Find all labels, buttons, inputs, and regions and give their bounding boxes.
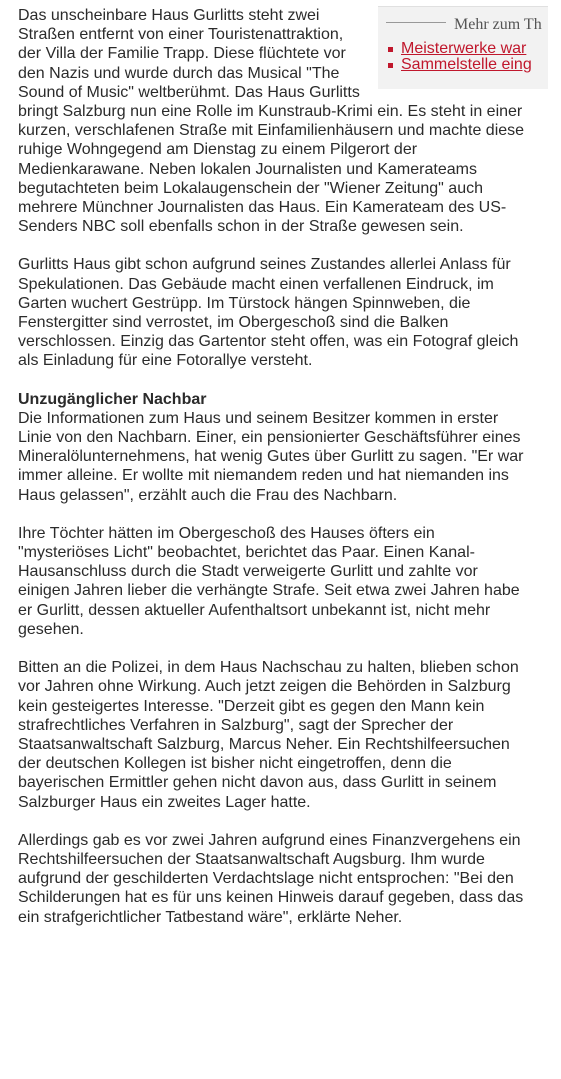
related-link[interactable] (388, 57, 561, 73)
related-articles-box (378, 6, 548, 89)
related-articles-header (386, 15, 561, 34)
header-divider (386, 22, 446, 23)
article-paragraph: Ihre Töchter hätten im Obergeschoß des Hauses öfters ein "mysteriöses Licht" beobachtet, berichtet das Paar. Einen Kanal-Hausanschluss durch die Stadt verweigerte Gurlitt und zahlte vor einigen Jahren lieber die verhängte Strafe. Seit etwa zwei Jahren habe er Gurlitt, dessen aktueller Aufenthaltsort unbekannt ist, nicht mehr gesehen. (18, 524, 520, 638)
article-paragraph: Gurlitts Haus gibt schon aufgrund seines Zustandes allerlei Anlass für Spekulationen. Das Gebäude macht einen verfallenen Eindruck, im Garten wuchert Gestrüpp. Im Türstock hängen Spinnweben, die Fenstergitter sind verrostet, im Obergeschoß sind die Balken verschlossen. Einzig das Gartentor steht offen, was ein Fotograf gleich als Einladung für eine Fotorallye versteht. (18, 256, 519, 370)
bullet-icon (388, 63, 393, 68)
article-paragraph: Allerdings gab es vor zwei Jahren aufgrund eines Finanzvergehens ein Rechtshilfeersuchen der Staatsanwaltschaft Augsburg. Ihm wurde aufgrund der geschilderten Verdachtslage nicht entsprochen: "Bei den Schilderungen hat es für uns keinen Hinweis darauf gegeben, dass das ein strafgerichtlicher Tatbestand wäre", erklärte Neher. (18, 831, 524, 926)
section-subheading: Unzugänglicher Nachbar (18, 390, 207, 408)
article-paragraph: Das unscheinbare Haus Gurlitts steht zwei Straßen entfernt von einer Touristenattraktion, der Villa der Familie Trapp. Diese flüchtete vor den Nazis und wurde durch das Musical "The Sound of Music" weltberühmt. Das Haus Gurlitts bringt Salzburg nun eine Rolle im Kunstraub-Krimi ein. Es steht in einer kurzen, verschlafenen Straße mit Einfamilienhäusern und machte diese ruhige Wohngegend am Dienstag zu einem Pilgerort der Medienkarawane. Neben lokalen Journalisten und Kamerateams begutachteten beim Lokalaugenschein der "Wiener Zeitung" auch mehrere Münchner Journalisten das Haus. Ein Kamerateam des US-Senders NBC soll ebenfalls schon in der Straße gewesen sein. (18, 7, 525, 236)
related-link[interactable] (388, 41, 561, 57)
related-links-list (388, 41, 561, 73)
related-articles-title: Mehr zum Th (454, 16, 542, 33)
bullet-icon (388, 47, 393, 52)
article-paragraph: Bitten an die Polizei, in dem Haus Nachschau zu halten, blieben schon vor Jahren ohne Wirkung. Auch jetzt zeigen die Behörden in Salzburg kein gesteigertes Interesse. "Derzeit gibt es gegen den Mann kein strafrechtliches Verfahren in Salzburg", sagt der Sprecher der Staatsanwaltschaft Salzburg, Marcus Neher. Ein Rechtshilfeersuchen der deutschen Kollegen ist bisher nicht eingetroffen, denn die bayerischen Ermittler gehen nicht davon aus, dass Gurlitt in seinem Salzburger Haus ein zweites Lager hatte. (18, 659, 519, 811)
related-link-text[interactable]: Meisterwerke war (401, 40, 527, 57)
related-link-text[interactable]: Sammelstelle eing (401, 56, 532, 73)
article-section (18, 390, 530, 505)
article-body (18, 6, 542, 946)
article-paragraph: Die Informationen zum Haus und seinem Besitzer kommen in erster Linie von den Nachbarn. Einer, ein pensionierter Geschäftsführer eines Mineralölunternehmens, hat wenig Gutes über Gurlitt zu sagen. "Er war immer alleine. Er wollte mit niemandem reden und hat niemanden ins Haus gelassen", erzählt auch die Frau des Nachbarn. (18, 409, 524, 504)
